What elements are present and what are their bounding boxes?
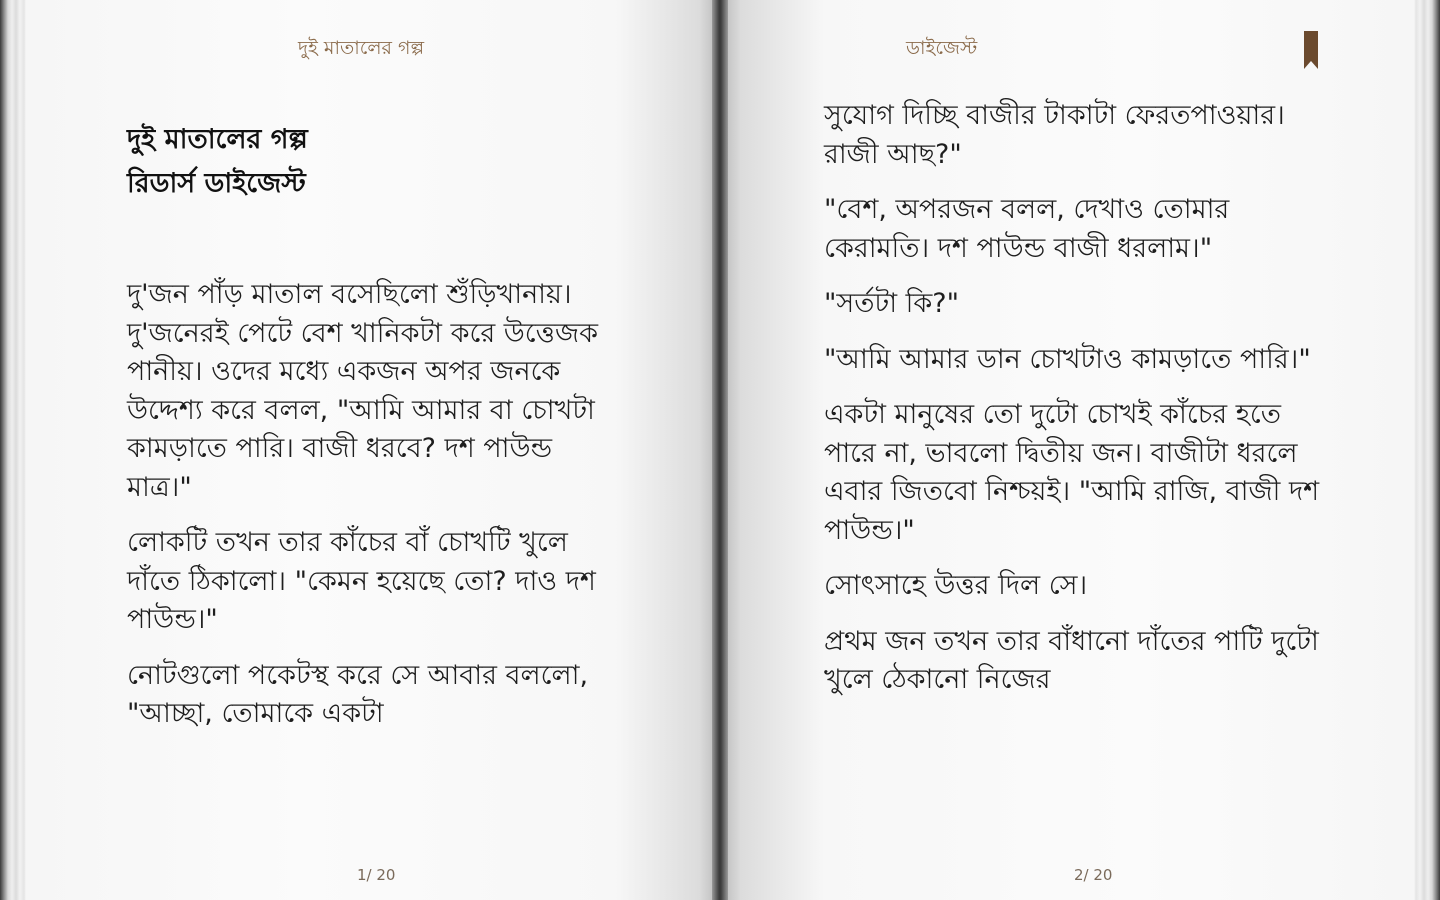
right-page-number: 2/ 20 xyxy=(1074,866,1113,884)
story-title-block xyxy=(127,118,308,206)
paragraph: দু'জন পাঁড় মাতাল বসেছিলো শুঁড়িখানায়। দু'জনেরই পেটে বেশ খানিকটা করে উত্তেজক পানীয়। ওদের মধ্যে একজন অপর জনকে উদ্দেশ্য করে বলল, "আমি আমার বা চোখটা কামড়াতে পারি। বাজী ধরবে? দশ পাউন্ড মাত্র।" xyxy=(127,279,598,503)
paragraph: "সর্তটা কি?" xyxy=(824,288,960,319)
right-running-head: ডাইজেস্ট xyxy=(906,37,978,59)
paragraph: "আমি আমার ডান চোখটাও কামড়াতে পারি।" xyxy=(824,343,1311,375)
right-page[interactable] xyxy=(720,0,1414,900)
book-spine xyxy=(712,0,728,900)
paragraph: একটা মানুষের তো দুটো চোখই কাঁচের হতে পারে না, ভাবলো দ্বিতীয় জন। বাজীটা ধরলে এবার জিতবো নিশ্চয়ই। "আমি রাজি, বাজী দশ পাউন্ড।" xyxy=(824,399,1320,546)
paragraph: নোটগুলো পকেটস্থ করে সে আবার বললো, "আচ্ছা, তোমাকে একটা xyxy=(127,659,589,729)
left-page-text xyxy=(127,276,617,751)
left-page-stack-edge xyxy=(0,0,26,900)
story-source: রিডার্স ডাইজেস্ট xyxy=(127,168,306,199)
left-page-number: 1/ 20 xyxy=(357,866,396,884)
paragraph: সুযোগ দিচ্ছি বাজীর টাকাটা ফেরতপাওয়ার। রাজী আছ?" xyxy=(824,100,1285,170)
left-page[interactable] xyxy=(26,0,720,900)
right-page-stack-edge xyxy=(1414,0,1440,900)
paragraph: প্রথম জন তখন তার বাঁধানো দাঁতের পাটি দুটো খুলে ঠেকানো নিজের xyxy=(824,625,1319,695)
paragraph: লোকটি তখন তার কাঁচের বাঁ চোখটি খুলে দাঁতে ঠিকালো। "কেমন হয়েছে তো? দাও দশ পাউন্ড।" xyxy=(127,527,596,635)
paragraph: সোৎসাহে উত্তর দিল সে। xyxy=(824,570,1088,601)
left-running-head: দুই মাতালের গল্প xyxy=(298,37,425,59)
paragraph: "বেশ, অপরজন বলল, দেখাও তোমার কেরামতি। দশ পাউন্ড বাজী ধরলাম।" xyxy=(824,194,1230,264)
bookmark-icon[interactable] xyxy=(1304,31,1318,69)
story-title: দুই মাতালের গল্প xyxy=(127,124,308,155)
right-page-text xyxy=(824,97,1324,717)
